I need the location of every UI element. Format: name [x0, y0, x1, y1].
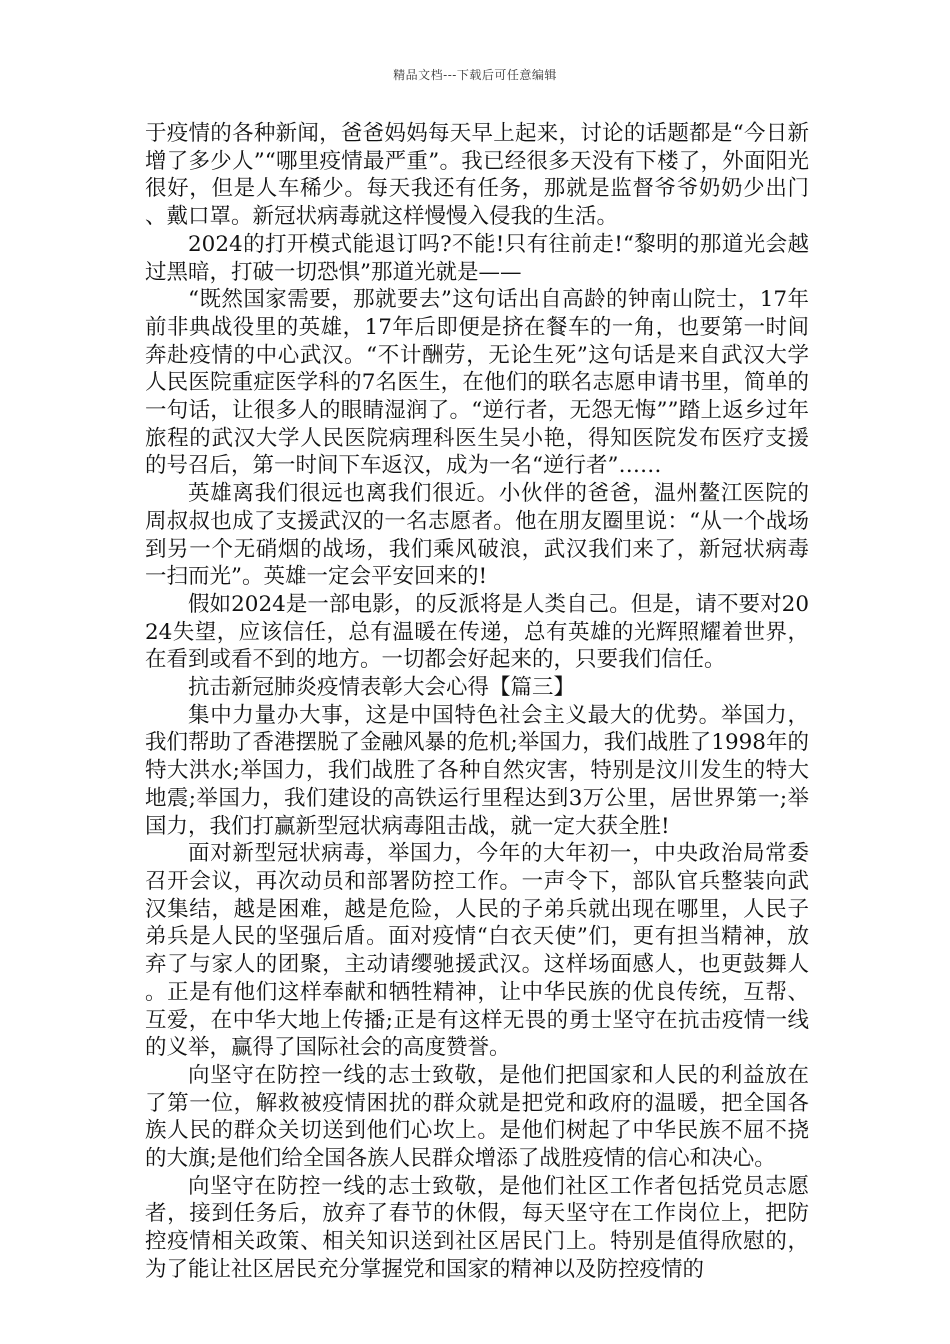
paragraph-3: “既然国家需要，那就要去”这句话出自高龄的钟南山院士，17年前非典战役里的英雄，17年后即便是挤在餐车的一角，也要第一时间奔赴疫情的中心武汉。“不计酬劳，无论生死”这句话是来自武汉大学人民医院重症医学科的7名医生，在他们的联名志愿申请书里，简单的一句话，让很多人的眼睛湿润了。“逆行者，无怨无悔””踏上返乡过年旅程的武汉大学人民医院病理科医生吴小艳，得知医院发布医疗支援的号召后，第一时间下车返汉，成为一名“逆行者”……: [145, 287, 809, 479]
paragraph-5: 假如2024是一部电影，的反派将是人类自己。但是，请不要对2024失望，应该信任，总有温暖在传递，总有英雄的光辉照耀着世界，在看到或看不到的地方。一切都会好起来的，只要我们信任。: [145, 591, 809, 673]
paragraph-9: 向坚守在防控一线的志士致敬，是他们社区工作者包括党员志愿者，接到任务后，放弃了春节的休假，每天坚守在工作岗位上，把防控疫情相关政策、相关知识送到社区居民门上。特别是值得欣慰的，为了能让社区居民充分掌握党和国家的精神以及防控疫情的: [145, 1173, 809, 1282]
paragraph-2: 2024的打开模式能退订吗?不能!只有往前走!“黎明的那道光会越过黑暗，打破一切恐惧”那道光就是——: [145, 231, 809, 285]
paragraph-1: 于疫情的各种新闻，爸爸妈妈每天早上起来，讨论的话题都是“今日新增了多少人”“哪里疫情最严重”。我已经很多天没有下楼了，外面阳光很好，但是人车稀少。每天我还有任务，那就是监督爷爷奶奶少出门、戴口罩。新冠状病毒就这样慢慢入侵我的生活。: [145, 121, 809, 230]
section-heading: 抗击新冠肺炎疫情表彰大会心得【篇三】: [188, 675, 576, 701]
paragraph-4: 英雄离我们很远也离我们很近。小伙伴的爸爸，温州鳌江医院的周叔叔也成了支援武汉的一名志愿者。他在朋友圈里说：“从一个战场到另一个无硝烟的战场，我们乘风破浪，武汉我们来了，新冠状病毒一扫而光”。英雄一定会平安回来的!: [145, 481, 809, 590]
paragraph-6: 集中力量办大事，这是中国特色社会主义最大的优势。举国力，我们帮助了香港摆脱了金融风暴的危机;举国力，我们战胜了1998年的特大洪水;举国力，我们战胜了各种自然灾害，特别是汶川发生的特大地震;举国力，我们建设的高铁运行里程达到3万公里，居世界第一;举国力，我们打赢新型冠状病毒阻击战，就一定大获全胜!: [145, 702, 809, 839]
paragraph-7: 面对新型冠状病毒，举国力，今年的大年初一，中央政治局常委召开会议，再次动员和部署防控工作。一声令下，部队官兵整装向武汉集结，越是困难，越是危险，人民的子弟兵就出现在哪里，人民子弟兵是人民的坚强后盾。面对疫情“白衣天使”们，更有担当精神，放弃了与家人的团聚，主动请缨驰援武汉。这样场面感人，也更鼓舞人。正是有他们这样奉献和牺牲精神，让中华民族的优良传统，互帮、互爱，在中华大地上传播;正是有这样无畏的勇士坚守在抗击疫情一线的义举，赢得了国际社会的高度赞誉。: [145, 841, 809, 1061]
page-header: 精品文档---下载后可任意编辑: [393, 68, 557, 82]
document-body: [145, 120, 809, 1284]
paragraph-8: 向坚守在防控一线的志士致敬，是他们把国家和人民的利益放在了第一位，解救被疫情困扰的群众就是把党和政府的温暖，把全国各族人民的群众关切送到他们心坎上。是他们树起了中华民族不屈不挠的大旗;是他们给全国各族人民群众增添了战胜疫情的信心和决心。: [145, 1062, 809, 1172]
